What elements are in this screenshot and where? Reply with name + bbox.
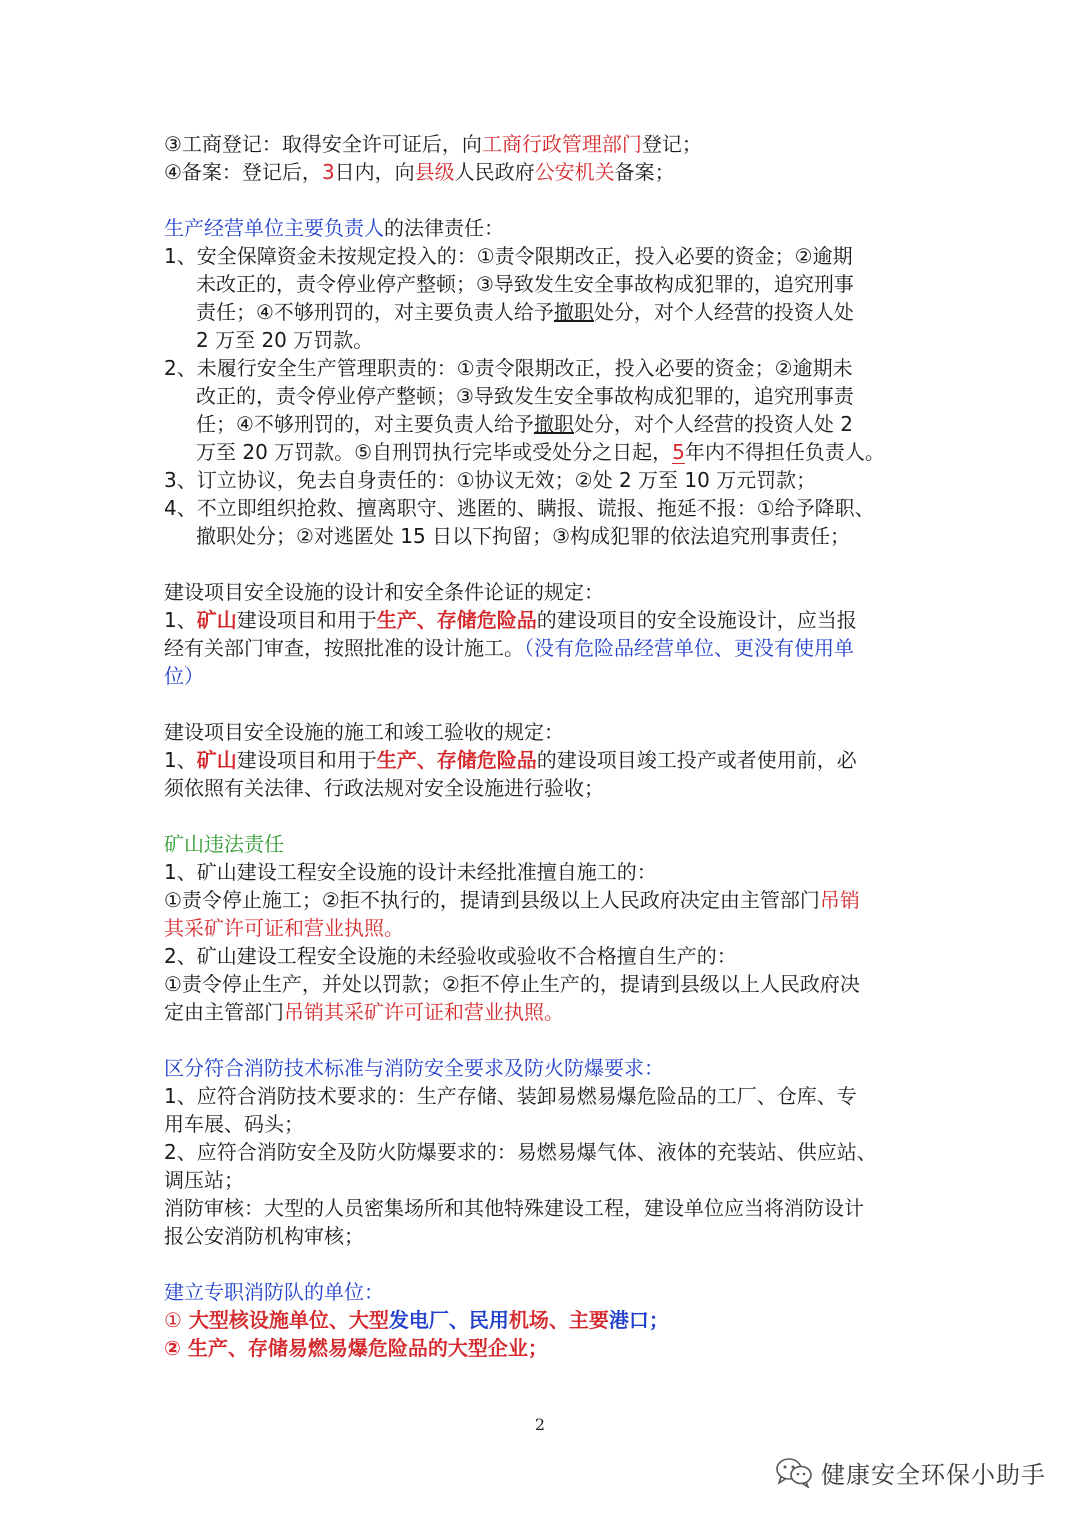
design-rule-line: 1、矿山建设项目和用于生产、存储危险品的建设项目的安全设施设计，应当报 xyxy=(164,608,857,632)
design-rule-line: 位） xyxy=(164,664,204,688)
liability-item-1-cont: 责任；④不够刑罚的，对主要负责人给予撤职处分，对个人经营的投资人处 xyxy=(196,300,854,324)
legal-liability-heading: 生产经营单位主要负责人的法律责任： xyxy=(164,216,504,240)
acceptance-rule-line: 1、矿山建设项目和用于生产、存储危险品的建设项目竣工投产或者使用前，必 xyxy=(164,748,857,772)
mine-violation-line: 2、矿山建设工程安全设施的未经验收或验收不合格擅自生产的： xyxy=(164,944,737,968)
mine-violation-heading: 矿山违法责任 xyxy=(164,832,284,856)
mine-violation-line: 定由主管部门吊销其采矿许可证和营业执照。 xyxy=(164,1000,564,1024)
mine-violation-line: 其采矿许可证和营业执照。 xyxy=(164,916,404,940)
liability-item-1: 1、安全保障资金未按规定投入的：①责令限期改正，投入必要的资金；②逾期 xyxy=(164,244,853,268)
liability-item-1-cont: 2 万至 20 万罚款。 xyxy=(196,328,374,352)
wechat-icon xyxy=(775,1456,813,1488)
design-rule-line: 经有关部门审查，按照批准的设计施工。（没有危险品经营单位、更没有使用单 xyxy=(164,636,854,660)
liability-item-4-cont: 撤职处分；②对逃匿处 15 日以下拘留；③构成犯罪的依法追究刑事责任； xyxy=(196,524,851,548)
liability-item-2-cont: 任；④不够刑罚的，对主要负责人给予撤职处分，对个人经营的投资人处 2 xyxy=(196,412,854,436)
registration-line: ③工商登记：取得安全许可证后，向工商行政管理部门登记； xyxy=(164,132,702,156)
mine-violation-line: ①责令停止生产，并处以罚款；②拒不停止生产的，提请到县级以上人民政府决 xyxy=(164,972,860,996)
design-rules-heading: 建设项目安全设施的设计和安全条件论证的规定： xyxy=(164,580,604,604)
filing-line: ④备案：登记后，3日内，向县级人民政府公安机关备案； xyxy=(164,160,675,184)
fire-standards-line: 2、应符合消防安全及防火防爆要求的：易燃易爆气体、液体的充装站、供应站、 xyxy=(164,1140,877,1164)
fire-standards-heading: 区分符合消防技术标准与消防安全要求及防火防爆要求： xyxy=(164,1056,664,1080)
fire-brigade-heading: 建立专职消防队的单位： xyxy=(164,1280,384,1304)
document-page xyxy=(164,130,920,1362)
fire-standards-line: 用车展、码头； xyxy=(164,1112,304,1136)
acceptance-rules-heading: 建设项目安全设施的施工和竣工验收的规定： xyxy=(164,720,564,744)
fire-standards-line: 消防审核：大型的人员密集场所和其他特殊建设工程，建设单位应当将消防设计 xyxy=(164,1196,864,1220)
fire-standards-line: 报公安消防机构审核； xyxy=(164,1224,364,1248)
liability-item-1-cont: 未改正的，责令停业停产整顿；③导致发生安全事故构成犯罪的，追究刑事 xyxy=(196,272,854,296)
watermark-text: 健康安全环保小助手 xyxy=(821,1460,1046,1489)
liability-item-2-cont: 万至 20 万罚款。⑤自刑罚执行完毕或受处分之日起，5年内不得担任负责人。 xyxy=(196,440,885,464)
mine-violation-line: ①责令停止施工；②拒不执行的，提请到县级以上人民政府决定由主管部门吊销 xyxy=(164,888,860,912)
mine-violation-line: 1、矿山建设工程安全设施的设计未经批准擅自施工的： xyxy=(164,860,657,884)
liability-item-4: 4、不立即组织抢救、擅离职守、逃匿的、瞒报、谎报、拖延不报：①给予降职、 xyxy=(164,496,875,520)
fire-standards-line: 调压站； xyxy=(164,1168,244,1192)
liability-item-2: 2、未履行安全生产管理职责的：①责令限期改正，投入必要的资金；②逾期未 xyxy=(164,356,853,380)
page-number: 2 xyxy=(534,1415,546,1434)
fire-standards-line: 1、应符合消防技术要求的：生产存储、装卸易燃易爆危险品的工厂、仓库、专 xyxy=(164,1084,857,1108)
fire-brigade-item-1: ① 大型核设施单位、大型发电厂、民用机场、主要港口； xyxy=(164,1308,669,1332)
liability-item-2-cont: 改正的，责令停业停产整顿；③导致发生安全事故构成犯罪的，追究刑事责 xyxy=(196,384,854,408)
fire-brigade-item-2: ② 生产、存储易燃易爆危险品的大型企业； xyxy=(164,1336,548,1360)
liability-item-3: 3、订立协议，免去自身责任的：①协议无效；②处 2 万至 10 万元罚款； xyxy=(164,468,817,492)
acceptance-rule-line: 须依照有关法律、行政法规对安全设施进行验收； xyxy=(164,776,604,800)
watermark xyxy=(775,1452,1046,1492)
